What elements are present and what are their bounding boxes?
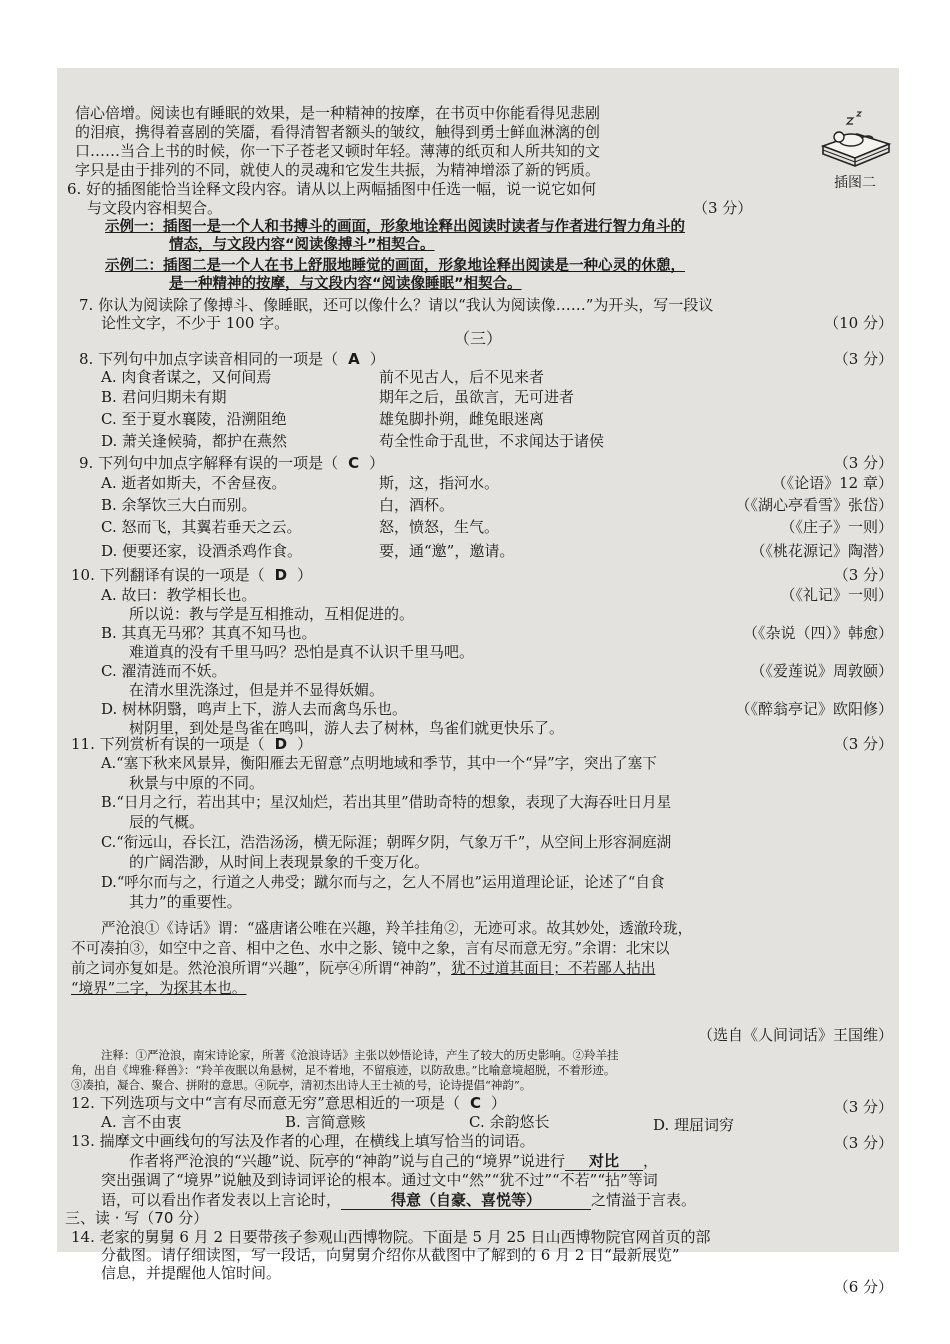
q8-option-a-right: 前不见古人，后不见来者: [379, 368, 545, 386]
q12-stem-close: ）: [490, 1094, 506, 1112]
q12-option-a: A. 言不由衷: [101, 1113, 182, 1131]
q13-stem: 13. 揣摩文中画线句的写法及作者的心理，在横线上填写恰当的词语。: [71, 1132, 535, 1150]
q13-answer-blank-1[interactable]: 对比: [565, 1152, 643, 1171]
q13-line-3-start: 语，可以看出作者发表以上言论时，: [101, 1191, 342, 1209]
q14-line-2: 分截图。请仔细读图，写一段话，向舅舅介绍你从截图中了解到的 6 月 2 日“最新展览”: [101, 1246, 680, 1264]
q10-stem: [71, 566, 312, 584]
q13-answer-blank-2[interactable]: 得意（自豪、喜悦等）: [341, 1191, 591, 1210]
q10-stem-close: ）: [297, 566, 313, 584]
q9-option-d-gloss: 要，通“邀”，邀请。: [379, 542, 515, 560]
q9-option-b-source: （《湖心亭看雪》张岱）: [735, 496, 893, 514]
q11-answer: D: [274, 735, 288, 753]
q10-option-d-source: （《醉翁亭记》欧阳修）: [735, 700, 893, 718]
q8-option-c-left: C. 至于夏水襄陵，沿溯阻绝: [101, 410, 287, 428]
q8-stem: [79, 350, 385, 368]
q13-line-3-end: 之情溢于言表。: [591, 1191, 697, 1209]
q10-option-d-text: D. 树林阴翳，鸣声上下，游人去而禽鸟乐也。: [101, 700, 408, 718]
q10-option-b-translation: 难道真的没有千里马吗？恐怕是真不认识千里马吧。: [129, 643, 475, 661]
illustration-sleeping-on-book-icon: [817, 108, 893, 174]
q10-option-b-source: （《杂说（四）》韩愈）: [742, 624, 893, 642]
q9-stem-close: ）: [369, 454, 385, 472]
q9-option-c-gloss: 怒，愤怒，生气。: [379, 518, 500, 536]
q6-stem-line-2: 与文段内容相契合。: [87, 199, 223, 217]
q13-score: （3 分）: [833, 1134, 893, 1152]
passage-top-line-1: 信心倍增。阅读也有睡眠的效果，是一种精神的按摩，在书页中你能看得见悲剧: [75, 104, 601, 122]
q9-option-a-gloss: 斯，这，指河水。: [379, 474, 500, 492]
q10-score: （3 分）: [833, 566, 893, 584]
q7-stem-line-1: 7. 你认为阅读除了像搏斗、像睡眠，还可以像什么？请以“我认为阅读像……”为开头，写一段议: [79, 296, 714, 314]
q14-line-3: 信息，并提醒他人馆时间。: [101, 1264, 282, 1282]
illustration-caption: 插图二: [834, 175, 876, 191]
q11-option-b-line-2: 辰的气概。: [129, 813, 205, 831]
q12-stem: [71, 1094, 506, 1112]
q11-option-c-line-2: 的广阔浩渺，从时间上表现景象的千变万化。: [129, 853, 430, 871]
passage-underlined-sentence-part-2: “境界”二字，为探其本也。: [71, 980, 247, 997]
q8-option-b-right: 期年之后，虽欲言，无可进者: [379, 388, 575, 406]
q6-example-1-line-1: 示例一：插图一是一个人和书搏斗的画面，形象地诠释出阅读时读者与作者进行智力角斗的: [105, 219, 685, 235]
q8-option-d-right: 苟全性命于乱世，不求闻达于诸侯: [379, 432, 605, 450]
q12-score: （3 分）: [833, 1098, 893, 1116]
q10-option-a-source: （《礼记》一则）: [780, 586, 893, 604]
q9-option-a-source: （《论语》12 章）: [771, 474, 893, 492]
q12-option-c: C. 余韵悠长: [469, 1113, 550, 1131]
q10-option-a-translation: 所以说：教与学是互相推动，互相促进的。: [129, 605, 415, 623]
q12-option-b: B. 言简意赅: [285, 1113, 366, 1131]
q13-line-1-text: 作者将严沧浪的“兴趣”说、阮亭的“神韵”说与自己的“境界”说进行: [129, 1152, 566, 1170]
part-three-heading: 三、读 · 写（70 分）: [65, 1209, 209, 1227]
q13-line-1-end: ，: [643, 1152, 659, 1170]
q12-stem-text: 12. 下列选项与文中“言有尽而意无穷”意思相近的一项是（: [71, 1094, 460, 1112]
q10-option-a-text: A. 故曰：教学相长也。: [101, 586, 257, 604]
q9-score: （3 分）: [833, 454, 893, 472]
q10-answer: D: [274, 566, 288, 584]
q7-score: （10 分）: [824, 314, 893, 332]
passage-top-line-3: 口……当合上书的时候，你一下子苍老又顿时年轻。薄薄的纸页和人所共知的文: [75, 142, 601, 160]
q14-score: （6 分）: [833, 1278, 893, 1296]
q11-option-b-line-1: B.“日月之行，若出其中；星汉灿烂，若出其里”借助奇特的想象，表现了大海吞吐日月星: [101, 794, 672, 811]
passage-line-1: 严沧浪①《诗话》谓：“盛唐诸公唯在兴趣，羚羊挂角②，无迹可求。故其妙处，透澈玲珑，: [101, 920, 693, 937]
q8-score: （3 分）: [833, 350, 893, 368]
q9-option-d-source: （《桃花源记》陶潜）: [750, 542, 893, 560]
passage-top-line-4: 字只是由于排列的不同，就使人的灵魂和它发生共振，为精神增添了新的钙质。: [75, 161, 601, 179]
q11-stem-text: 11. 下列赏析有误的一项是（: [71, 735, 265, 753]
q10-option-d-translation: 树阴里，到处是鸟雀在鸣叫，游人去了树林，鸟雀们就更快乐了。: [129, 719, 565, 737]
q8-option-b-left: B. 君问归期未有期: [101, 388, 227, 406]
q11-score: （3 分）: [833, 735, 893, 753]
q8-option-d-left: D. 萧关逢候骑，都护在燕然: [101, 432, 288, 450]
q10-option-b-text: B. 其真无马邪？其真不知马也。: [101, 624, 317, 642]
q9-option-b-gloss: 白，酒杯。: [379, 496, 455, 514]
section-three-heading: （三）: [453, 329, 502, 348]
q8-option-a-left: A. 肉食者谋之，又何间焉: [101, 368, 272, 386]
q10-option-c-text: C. 濯清涟而不妖。: [101, 662, 227, 680]
passage-underlined-sentence-part-1: 犹不过道其面目；不若鄙人拈出: [451, 960, 656, 977]
q10-option-c-source: （《爱莲说》周敦颐）: [750, 662, 893, 680]
q9-option-d-text: D. 便要还家，设酒杀鸡作食。: [101, 542, 303, 560]
q9-stem: [79, 454, 384, 472]
passage-note-line-3: ③凑拍，凝合、聚合、拼附的意思。④阮亭，清初杰出诗人王士祯的号，论诗提倡“神韵”。: [71, 1078, 532, 1092]
passage-line-3-start: 前之词亦复如是。然沧浪所谓“兴趣”，阮亭④所谓“神韵”，: [71, 960, 452, 977]
q11-option-c-line-1: C.“衔远山，吞长江，浩浩汤汤，横无际涯；朝晖夕阴，气象万千”，从空间上形容洞庭湖: [101, 834, 672, 851]
q10-stem-text: 10. 下列翻译有误的一项是（: [71, 566, 265, 584]
q6-stem-line-1: 6. 好的插图能恰当诠释文段内容。请从以上两幅插图中任选一幅，说一说它如何: [67, 180, 597, 198]
q11-stem: [71, 735, 312, 753]
q11-option-d-line-1: D.“呼尔而与之，行道之人弗受；蹴尔而与之，乞人不屑也”运用道理论证，论述了“自食: [101, 874, 665, 891]
q9-option-c-text: C. 怒而飞，其翼若垂天之云。: [101, 518, 302, 536]
exam-page: [57, 68, 899, 1296]
q6-score: （3 分）: [693, 199, 753, 217]
q6-example-1-line-2: 情态，与文段内容“阅读像搏斗”相契合。: [169, 237, 435, 253]
q8-stem-close: ）: [369, 350, 385, 368]
q11-option-d-line-2: 其力”的重要性。: [129, 893, 242, 911]
q10-option-c-translation: 在清水里洗涤过，但是并不显得妖媚。: [129, 681, 385, 699]
q9-option-a-text: A. 逝者如斯夫，不舍昼夜。: [101, 474, 287, 492]
passage-top-line-2: 的泪痕，携得着喜剧的笑靥，看得清智者额头的皱纹，触得到勇士鲜血淋漓的创: [75, 123, 601, 141]
q9-answer: C: [348, 454, 360, 472]
q9-option-c-source: （《庄子》一则）: [780, 518, 893, 536]
q12-option-d: D. 理屈词穷: [653, 1116, 735, 1134]
q6-example-2-line-1: 示例二：插图二是一个人在书上舒服地睡觉的画面，形象地诠释出阅读是一种心灵的休憩，: [105, 258, 685, 274]
passage-line-3: [71, 960, 655, 978]
passage-source: （选自《人间词话》王国维）: [697, 1026, 893, 1044]
passage-line-2: 不可凑拍③，如空中之音、相中之色、水中之影、镜中之象，言有尽而意无穷。”余谓：北宋以: [71, 940, 670, 957]
q13-line-2: 突出强调了“境界”说触及到诗词评论的根本。通过文中“然”“犹不过”“不若”“拈”等词: [101, 1171, 658, 1189]
q14-line-1: 14. 老家的舅舅 6 月 2 日要带孩子参观山西博物院。下面是 5 月 25 日山西博物院官网首页的部: [71, 1228, 711, 1246]
q11-stem-close: ）: [297, 735, 313, 753]
q6-example-2-line-2: 是一种精神的按摩，与文段内容“阅读像睡眠”相契合。: [169, 276, 522, 292]
q9-stem-text: 9. 下列句中加点字解释有误的一项是（: [79, 454, 339, 472]
passage-note-line-2: 角，出自《埤雅·释兽》：“羚羊夜眠以角悬树，足不着地，不留痕迹，以防敌患。”比喻意境超脱，不着形迹。: [71, 1063, 616, 1077]
passage-note-line-1: 注释：①严沧浪，南宋诗论家，所著《沧浪诗话》主张以妙悟论诗，产生了较大的历史影响。②羚羊挂: [101, 1048, 619, 1062]
q8-stem-text: 8. 下列句中加点字读音相同的一项是（: [79, 350, 339, 368]
q8-option-c-right: 雄兔脚扑朔，雌兔眼迷离: [379, 410, 545, 428]
q9-option-b-text: B. 余拏饮三大白而别。: [101, 496, 257, 514]
q8-answer: A: [348, 350, 360, 368]
q12-answer: C: [469, 1094, 481, 1112]
q7-stem-line-2: 论性文字，不少于 100 字。: [101, 314, 290, 332]
q11-option-a-line-1: A.“塞下秋来风景异，衡阳雁去无留意”点明地域和季节，其中一个“异”字，突出了塞下: [101, 755, 657, 772]
q11-option-a-line-2: 秋景与中原的不同。: [129, 774, 265, 792]
q13-line-3: [101, 1191, 696, 1210]
q13-line-1: [129, 1152, 658, 1171]
